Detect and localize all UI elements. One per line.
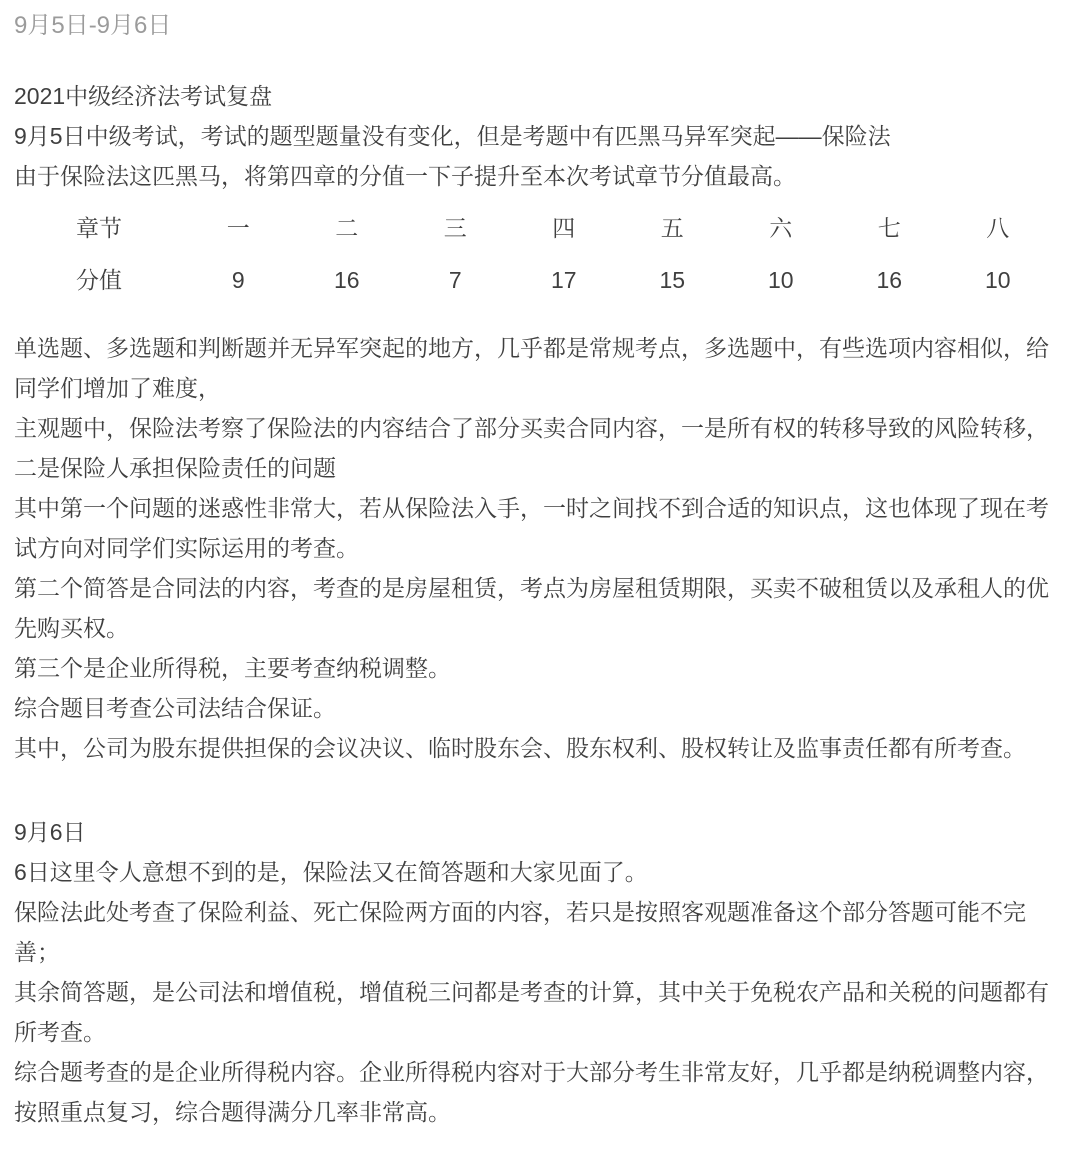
score-cell: 10 [767,267,794,293]
chapter-header-cell: 四 [552,215,576,241]
day6-paragraph: 6日这里令人意想不到的是，保险法又在简答题和大家见面了。 [14,859,648,885]
table-row-scores [14,254,1052,306]
chapter-score-table [14,202,1052,306]
score-cell: 16 [333,267,360,293]
day6-paragraph: 综合题考查的是企业所得税内容。企业所得税内容对于大部分考生非常友好，几乎都是纳税调整内容，按照重点复习，综合题得满分几率非常高。 [14,1059,1049,1125]
day6-paragraph: 保险法此处考查了保险利益、死亡保险两方面的内容，若只是按照客观题准备这个部分答题可能不完善； [14,899,1026,965]
table-row-label: 章节 [76,215,122,241]
score-cell: 9 [231,267,245,293]
score-cell: 15 [659,267,686,293]
chapter-header-cell: 二 [335,215,359,241]
intro-paragraph: 由于保险法这匹黑马，将第四章的分值一下子提升至本次考试章节分值最高。 [14,163,796,189]
day5-paragraph: 第二个简答是合同法的内容，考查的是房屋租赁，考点为房屋租赁期限，买卖不破租赁以及承租人的优先购买权。 [14,575,1049,641]
score-cell: 10 [984,267,1011,293]
chapter-header-cell: 八 [986,215,1010,241]
day5-paragraph: 其中第一个问题的迷惑性非常大，若从保险法入手，一时之间找不到合适的知识点，这也体现了现在考试方向对同学们实际运用的考查。 [14,495,1049,561]
chapter-header-cell: 五 [660,215,684,241]
day6-heading: 9月6日 [14,819,86,845]
article-title: 2021中级经济法考试复盘 [14,83,273,109]
day5-paragraph: 综合题目考查公司法结合保证。 [14,695,336,721]
table-row-label: 分值 [76,267,122,293]
day5-paragraph: 其中，公司为股东提供担保的会议决议、临时股东会、股东权利、股权转让及监事责任都有所考查。 [14,735,1026,761]
day5-paragraph: 单选题、多选题和判断题并无异军突起的地方，几乎都是常规考点，多选题中，有些选项内容相似，给同学们增加了难度， [14,335,1049,401]
day6-paragraph: 其余简答题，是公司法和增值税，增值税三问都是考查的计算，其中关于免税农产品和关税的问题都有所考查。 [14,979,1049,1045]
score-cell: 16 [876,267,903,293]
paragraph-spacer [14,768,1052,812]
score-cell: 7 [448,267,462,293]
chapter-header-cell: 三 [443,215,467,241]
day5-paragraph: 主观题中，保险法考察了保险法的内容结合了部分买卖合同内容，一是所有权的转移导致的风险转移，二是保险人承担保险责任的问题 [14,415,1049,481]
chapter-header-cell: 六 [769,215,793,241]
date-range-heading: 9月5日-9月6日 [14,12,172,39]
day5-paragraph: 第三个是企业所得税，主要考查纳税调整。 [14,655,451,681]
table-row-chapters [14,202,1052,254]
intro-paragraph: 9月5日中级考试，考试的题型题量没有变化，但是考题中有匹黑马异军突起——保险法 [14,123,891,149]
chapter-header-cell: 一 [226,215,250,241]
score-cell: 17 [550,267,577,293]
chapter-header-cell: 七 [877,215,901,241]
